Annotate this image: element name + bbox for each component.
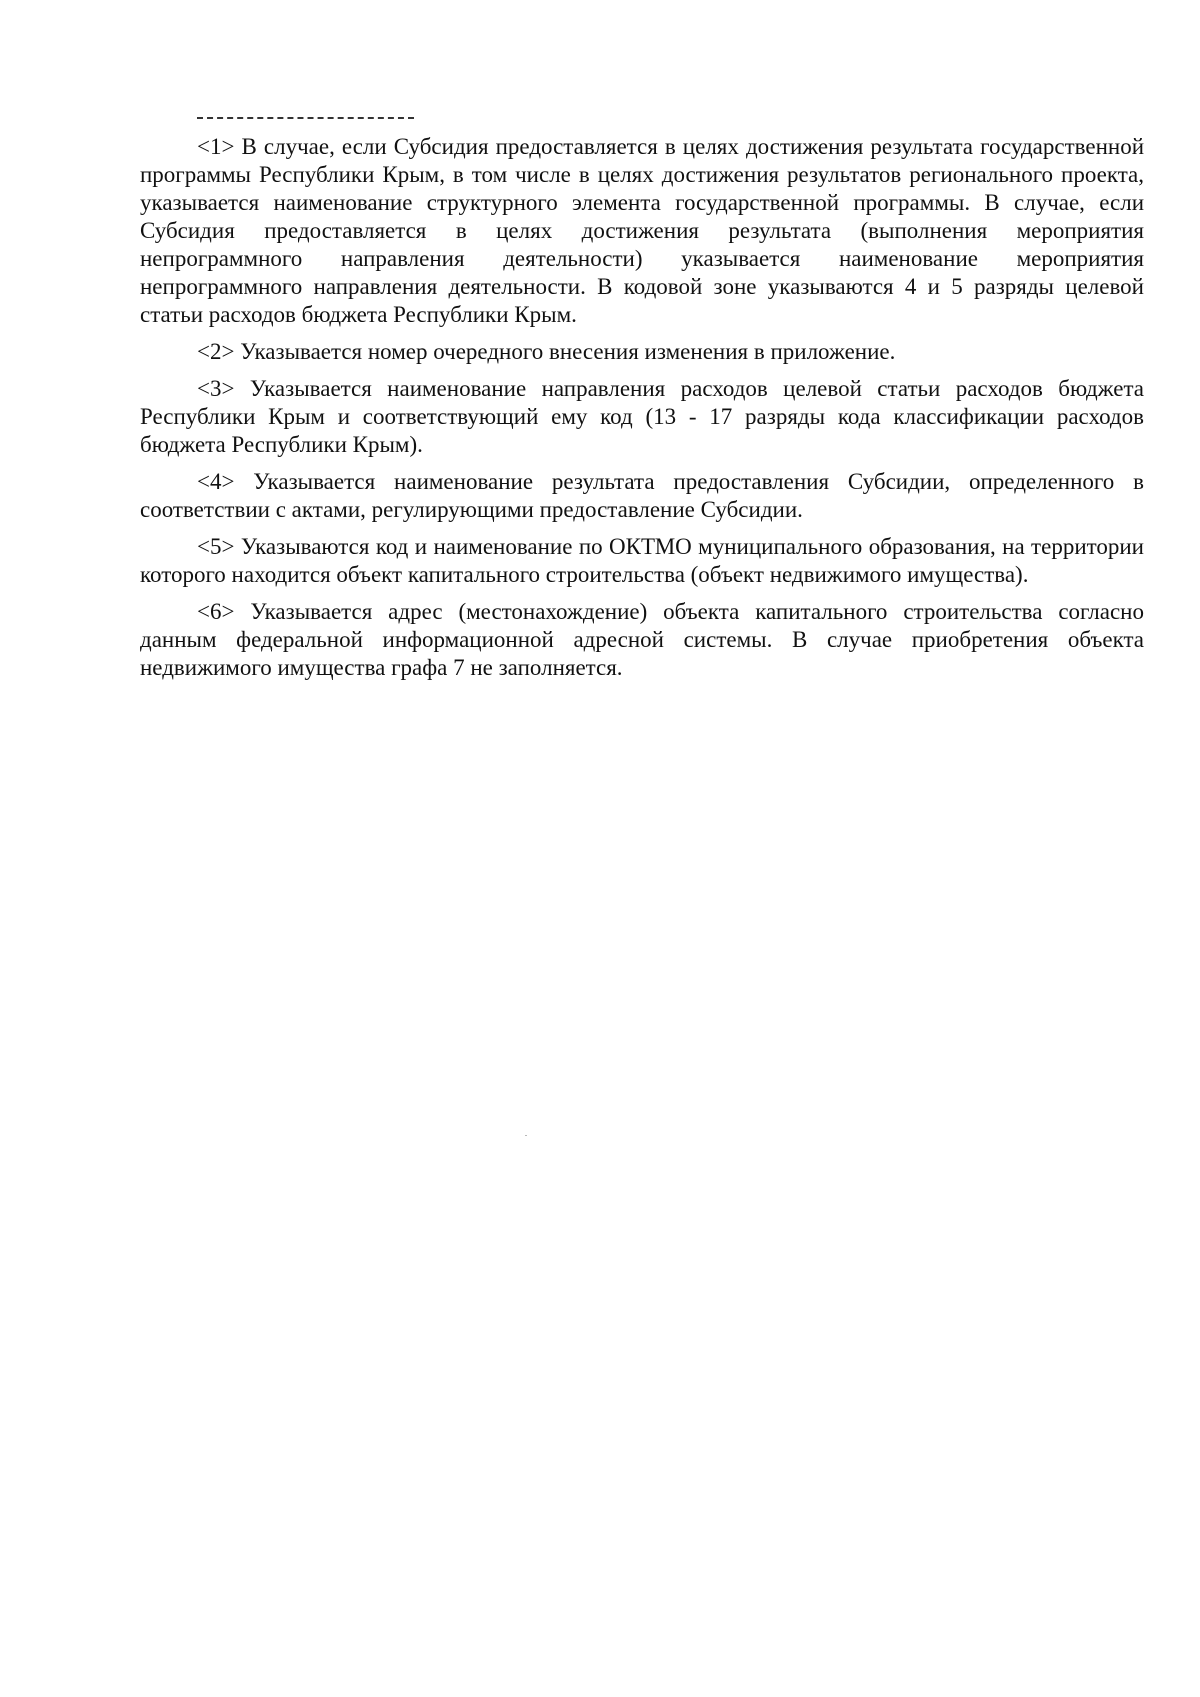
footnote-3: <3> Указывается наименование направления расходов целевой статьи расходов бюджета Республики Крым и соответствующий ему код (13 - 17 разряды кода классификации расходов бюджета Республики Крым).: [140, 376, 1144, 457]
footnote-4: <4> Указывается наименование результата предоставления Субсидии, определенного в соответствии с актами, регулирующими предоставление Субсидии.: [140, 469, 1144, 522]
footnote-1: <1> В случае, если Субсидия предоставляется в целях достижения результата государственной программы Республики Крым, в том числе в целях достижения результатов регионального проекта, указывается наименование структурного элемента государственной программы. В случае, если Субсидия предоставляется в целях достижения результата (выполнения мероприятия непрограммного направления деятельности) указывается наименование мероприятия непрограммного направления деятельности. В кодовой зоне указываются 4 и 5 разряды целевой статьи расходов бюджета Республики Крым.: [140, 134, 1144, 327]
footnote-5: <5> Указываются код и наименование по ОКТМО муниципального образования, на территории которого находится объект капитального строительства (объект недвижимого имущества).: [140, 534, 1144, 587]
footnotes: [140, 133, 1144, 691]
footnote-separator: [197, 117, 414, 119]
footnote-6: <6> Указывается адрес (местонахождение) объекта капитального строительства согласно данным федеральной информационной адресной системы. В случае приобретения объекта недвижимого имущества графа 7 не заполняется.: [140, 599, 1144, 680]
footnote-2: <2> Указывается номер очередного внесения изменения в приложение.: [197, 339, 896, 364]
scan-speck: [525, 1135, 527, 1136]
